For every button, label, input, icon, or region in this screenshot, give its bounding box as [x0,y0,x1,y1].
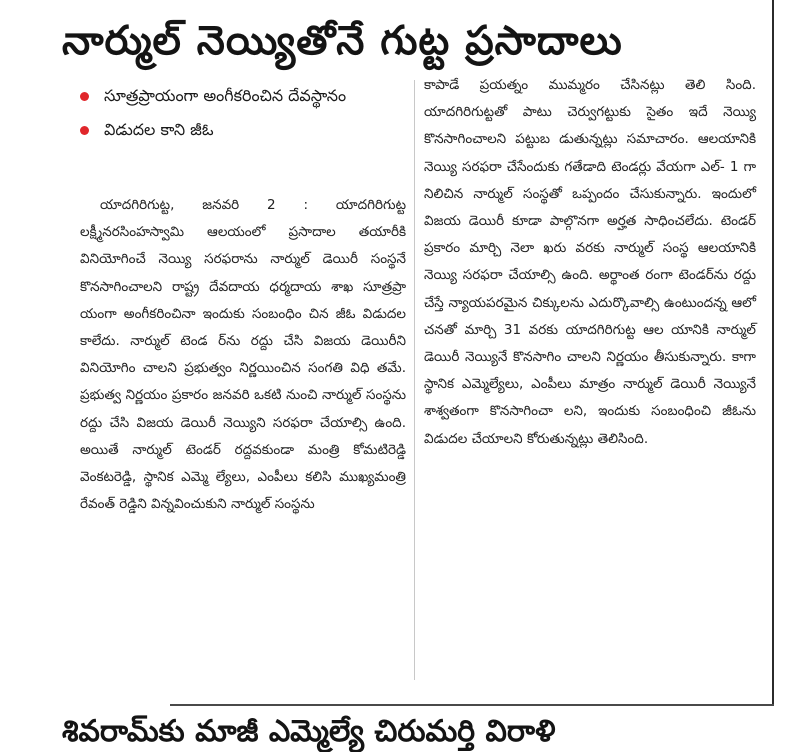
red-bullet-icon [80,92,89,101]
column-border-right [772,0,774,705]
article-column-right [424,72,756,453]
section-divider [170,704,774,706]
article-paragraph: కాపాడే ప్రయత్నం ముమ్మరం చేసినట్లు తెలి సింది. యాదగిరిగుట్టతో పాటు చెర్వుగట్టుకు సైతం ఇదే నెయ్యి కొనసాగించాలని పట్టుబ డుతున్నట్లు సమాచారం. ఆలయానికి నెయ్యి సరఫరా చేసేందుకు గతేడాది టెండర్లు వేయగా ఎల్- 1 గా నిలిచిన నార్ముల్ సంస్థతో ఒప్పందం చేసుకున్నారు. ఇందులో విజయ డెయిరీ కూడా పాల్గొనగా అర్హత సాధించలేదు. టెండర్ ప్రకారం మార్చి నెలా ఖరు వరకు నార్ముల్ సంస్థ ఆలయానికి నెయ్యి సరఫరా చేయాల్సి ఉంది. అర్థాంత రంగా టెండర్‌ను రద్దు చేస్తే న్యాయపరమైన చిక్కులను ఎదుర్కొవాల్సి ఉంటుందన్న ఆలో చనతో మార్చి 31 వరకు యాదగిరిగుట్ట ఆల యానికి నార్ముల్ డెయిరీ నెయ్యినే కొనసాగిం చాలని నిర్ణయం తీసుకున్నారు. కాగా స్థానిక ఎమ్మెల్యేలు, ఎంపీలు మాత్రం నార్ముల్ డెయిరీ నెయ్యినే శాశ్వతంగా కొనసాగించా లని, ఇందుకు సంబంధించి జీఓను విడుదల చేయాలని కోరుతున్నట్లు తెలిసింది. [424,77,756,447]
red-bullet-icon [80,126,89,135]
subhead-text: విడుదల కాని జీఓ [104,120,214,139]
next-article-headline: శివరామ్‌కు మాజీ ఎమ్మెల్యే చిరుమర్తి విరాళి [62,714,556,749]
article-paragraph: యాదగిరిగుట్ట, జనవరి 2 : యాదగిరిగుట్ట లక్ష్మీనరసింహస్వామి ఆలయంలో ప్రసాదాల తయారీకి వినియోగించే నెయ్యి సరఫరాను నార్ముల్ డెయిరీ సంస్థనే కొనసాగించాలని రాష్ట్ర దేవదాయ ధర్మదాయ శాఖ సూత్రప్రా యంగా అంగీకరించినా ఇందుకు సంబంధిం చిన జీఓ విడుదల కాలేదు. నార్ముల్ టెండ ర్‌ను రద్దు చేసి విజయ డెయిరీని వినియోగిం చాలని ప్రభుత్వం నిర్ణయించిన సంగతి విధి తమే. ప్రభుత్వ నిర్ణయం ప్రకారం జనవరి ఒకటి నుంచి నార్ముల్ సంస్థను రద్దు చేసి విజయ డెయిరీ నెయ్యిని సరఫరా చేయాల్సి ఉంది. అయితే నార్ముల్ టెండర్ రద్దవకుండా మంత్రి కోమటిరెడ్డి వెంకటరెడ్డి, స్థానిక ఎమ్మె ల్యేలు, ఎంపీలు కలిసి ముఖ్యమంత్రి రేవంత్ రెడ్డిని విన్నవించుకుని నార్ముల్ సంస్థను [80,197,406,513]
subhead-item [78,116,408,144]
subhead-item [78,82,408,110]
subhead-text: సూత్రప్రాయంగా అంగీకరించిన దేవస్థానం [104,86,347,105]
subhead-list [78,82,408,150]
headline: నార్ముల్ నెయ్యితోనే గుట్ట ప్రసాదాలు [62,18,623,64]
article-column-left [80,192,406,518]
column-divider [414,80,415,680]
